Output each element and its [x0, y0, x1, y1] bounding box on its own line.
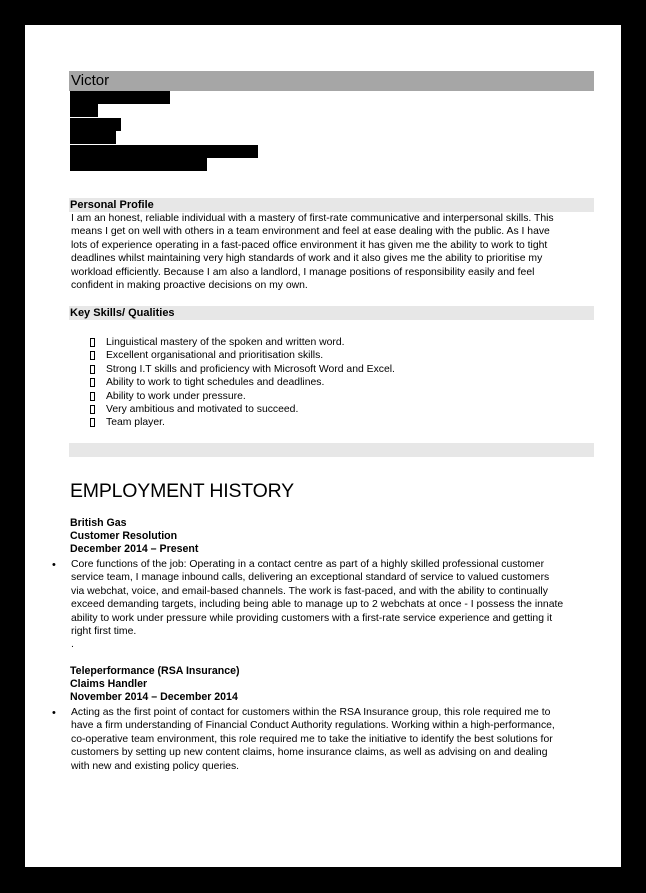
resume-page: [25, 25, 621, 867]
skill-text: Team player.: [106, 417, 165, 429]
job-description-line: have a firm understanding of Financial Conduct Authority regulations. Working within a high-performance,: [71, 720, 555, 732]
list-item: [88, 416, 568, 429]
name-header-bar: [69, 71, 594, 91]
job-description-line: Core functions of the job: Operating in a contact centre as part of a highly skilled professional customer: [71, 559, 545, 570]
job-description-line: via webchat, voice, and email-based channels. The work is fast-paced, and with the ability to continually: [71, 585, 548, 597]
job-entry: [70, 665, 600, 704]
redacted-contact-line: [70, 91, 170, 104]
job-description-line: ability to work under pressure while providing customers with a first-rate service experience and getting it: [71, 612, 553, 624]
job-role: Customer Resolution: [70, 530, 178, 542]
job-description: [71, 558, 601, 652]
checkbox-bullet-icon: [90, 351, 95, 360]
skill-text: Excellent organisational and prioritisation skills.: [106, 350, 324, 362]
checkbox-bullet-icon: [90, 365, 95, 374]
skill-text: Linguistical mastery of the spoken and written word.: [106, 337, 345, 348]
job-description-line: with new and existing policy queries.: [71, 760, 240, 772]
list-item: [88, 403, 568, 416]
checkbox-bullet-icon: [90, 392, 95, 401]
skill-text: Ability to work under pressure.: [106, 390, 246, 402]
list-item: [88, 349, 568, 362]
redacted-contact-line: [70, 131, 116, 144]
redacted-contact-line: [70, 104, 98, 117]
job-dates: December 2014 – Present: [70, 543, 199, 555]
checkbox-bullet-icon: [90, 418, 95, 427]
key-skills-list: [88, 336, 568, 430]
section-divider-band: [69, 443, 594, 457]
personal-profile-text: [71, 212, 596, 292]
checkbox-bullet-icon: [90, 405, 95, 414]
profile-line: lots of experience operating in a fast-paced office environment it has given me the ability to work to tight: [71, 239, 548, 251]
list-item: [88, 376, 568, 389]
skill-text: Strong I.T skills and proficiency with Microsoft Word and Excel.: [106, 363, 395, 375]
key-skills-heading: Key Skills/ Qualities: [69, 306, 594, 320]
job-bullet: •: [52, 559, 56, 571]
list-item: [88, 363, 568, 376]
job-description-line: Acting as the first point of contact for customers within the RSA Insurance group, this role required me to: [71, 707, 551, 718]
list-item: [88, 390, 568, 403]
job-role: Claims Handler: [70, 678, 148, 690]
job-company: British Gas: [70, 517, 127, 529]
checkbox-bullet-icon: [90, 338, 95, 347]
job-description-line: exceed demanding targets, including being able to manage up to 2 webchats at once - I possess the innate: [71, 599, 564, 611]
profile-line: workload efficiently. Because I am also a landlord, I manage positions of responsibility easily and feel: [71, 266, 535, 278]
profile-line: deadlines whilst maintaining very high standards of work and it also gives me the ability to prioritise my: [71, 253, 543, 265]
job-description-line: co-operative team environment, this role required me to take the initiative to identify the best solutions for: [71, 733, 553, 745]
list-item: [88, 336, 568, 349]
redacted-contact-line: [70, 158, 207, 171]
job-description-line: .: [71, 639, 74, 651]
profile-line: confident in making proactive decisions on my own.: [71, 280, 308, 292]
checkbox-bullet-icon: [90, 378, 95, 387]
personal-profile-heading: Personal Profile: [69, 198, 594, 212]
job-description-line: customers by setting up new content claims, home insurance claims, as well as advising on and dealing: [71, 747, 548, 759]
profile-line: means I get on well with others in a team environment and feel at ease dealing with the public. As I have: [71, 226, 550, 238]
redacted-contact-line: [70, 118, 121, 131]
skill-text: Ability to work to tight schedules and deadlines.: [106, 377, 325, 389]
redacted-contact-line: [70, 145, 258, 158]
candidate-name: Victor: [71, 72, 110, 89]
job-dates: November 2014 – December 2014: [70, 691, 238, 703]
employment-history-heading: EMPLOYMENT HISTORY: [70, 480, 294, 502]
skill-text: Very ambitious and motivated to succeed.: [106, 404, 299, 416]
job-description-line: service team, I manage inbound calls, delivering an exceptional standard of service to valued customers: [71, 572, 550, 584]
profile-line: I am an honest, reliable individual with a mastery of first-rate communicative and interpersonal skills. This: [71, 213, 554, 224]
job-bullet: •: [52, 707, 56, 719]
job-description-line: right first time.: [71, 626, 137, 638]
job-entry: [70, 517, 600, 556]
job-description: [71, 706, 601, 773]
job-company: Teleperformance (RSA Insurance): [70, 665, 240, 677]
